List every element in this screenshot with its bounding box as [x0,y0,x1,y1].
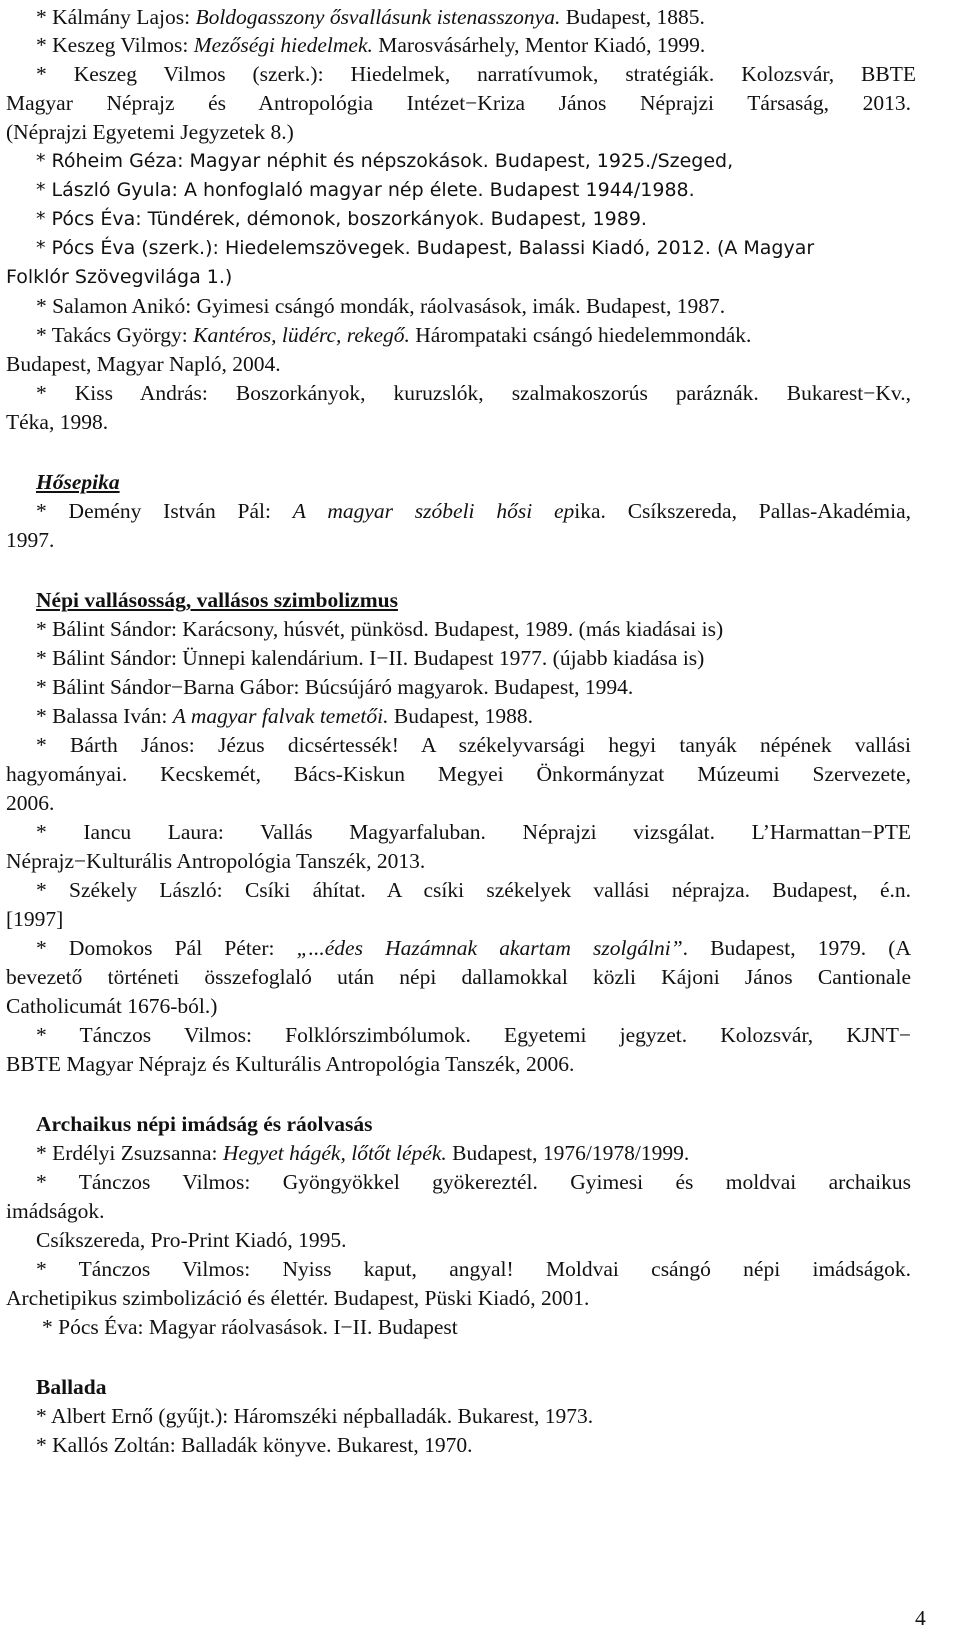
bibliography-line [6,1049,886,1079]
line-text: hagyományai. Kecskemét, Bács-Kiskun Megyei Önkormányzat Múzeumi Szervezete, [6,762,911,786]
bibliography-line [6,407,886,437]
line-text: * Bárth János: Jézus dicsértessék! A székelyvarsági hegyi tanyák népének vallási [36,733,911,757]
line-text: * Demény István Pál: [36,499,293,523]
bibliography-line [36,672,916,702]
bibliography-line [6,1283,886,1313]
bibliography-line [36,30,916,60]
line-text: Csíkszereda, Pro-Print Kiadó, 1995. [36,1228,347,1252]
line-text: Catholicumát 1676-ból.) [6,994,218,1018]
line-text: * Bálint Sándor−Barna Gábor: Búcsújáró magyarok. Budapest, 1994. [36,675,634,699]
line-text: Budapest, 1885. [560,5,705,29]
line-text: Néprajz−Kulturális Antropológia Tanszék, 2013. [6,849,426,873]
line-text: BBTE Magyar Néprajz és Kulturális Antropológia Tanszék, 2006. [6,1052,575,1076]
bibliography-line [42,1312,922,1342]
line-text: 1997. [6,528,55,552]
page-number: 4 [915,1606,926,1630]
line-text: * Pócs Éva (szerk.): Hiedelemszövegek. Budapest, Balassi Kiadó, 2012. (A Magyar [36,237,815,259]
line-text: Hárompataki csángó hiedelemmondák. [409,323,752,347]
section-heading-hosepika: Hősepika [36,470,120,494]
bibliography-line [36,1020,911,1050]
italic-title-text: A magyar falvak temetői. [172,704,389,728]
section-heading-archaikus: Archaikus népi imádság és ráolvasás [36,1112,373,1136]
line-text: ika. Csíkszereda, Pallas-Akadémia, [574,499,911,523]
bibliography-line [36,875,911,905]
line-text: * László Gyula: A honfoglaló magyar nép élete. Budapest 1944/1988. [36,179,695,201]
bibliography-line [36,378,911,408]
bibliography-line [36,701,916,731]
bibliography-line [36,204,916,234]
line-text: * Albert Ernő (gyűjt.): Háromszéki népballadák. Bukarest, 1973. [36,1404,594,1428]
line-text: * Kallós Zoltán: Balladák könyve. Bukarest, 1970. [36,1433,473,1457]
bibliography-line [36,1167,911,1197]
bibliography-line [36,1225,916,1255]
section-heading-ballada: Ballada [36,1375,107,1399]
line-text: * Róheim Géza: Magyar néphit és népszokások. Budapest, 1925./Szeged, [36,150,734,172]
line-text: Magyar Néprajz és Antropológia Intézet−Kriza János Néprajzi Társaság, 2013. [6,91,911,115]
bibliography-line [36,2,916,32]
italic-title-text: „...édes Hazámnak akartam szolgálni” [296,936,683,960]
bibliography-line [36,146,916,176]
line-text: Marosvásárhely, Mentor Kiadó, 1999. [372,33,706,57]
line-text: * Pócs Éva: Tündérek, démonok, boszorkányok. Budapest, 1989. [36,208,647,230]
line-text: . Budapest, 1979. (A [682,936,911,960]
line-text: * Tánczos Vilmos: Gyöngyökkel gyökereztél. Gyimesi és moldvai archaikus [36,1170,911,1194]
line-text: * Domokos Pál Péter: [36,936,297,960]
bibliography-line [36,175,916,205]
line-text: * Erdélyi Zsuzsanna: [36,1141,223,1165]
line-text: * Bálint Sándor: Ünnepi kalendárium. I−II. Budapest 1977. (újabb kiadása is) [36,646,705,670]
line-text: bevezető történeti összefoglaló után népi dallamokkal közli Kájoni János Cantionale [6,965,911,989]
line-text: imádságok. [6,1199,105,1223]
bibliography-line [6,904,886,934]
line-text: 2006. [6,791,55,815]
line-text: (Néprajzi Egyetemi Jegyzetek 8.) [6,120,294,144]
bibliography-line [36,1430,916,1460]
line-text: * Iancu Laura: Vallás Magyarfaluban. Néprajzi vizsgálat. L’Harmattan−PTE [36,820,911,844]
italic-title-text: Mezőségi hiedelmek. [193,33,373,57]
bibliography-line [36,496,911,526]
bibliography-line [6,117,886,147]
bibliography-line [36,730,911,760]
line-text: * Balassa Iván: [36,704,173,728]
bibliography-line [6,788,886,818]
line-text: * Keszeg Vilmos: [36,33,194,57]
line-text: Folklór Szövegvilága 1.) [6,266,233,288]
italic-title-text: Hegyet hágék, lőtőt lépék. [222,1141,447,1165]
bibliography-line [36,1401,916,1431]
bibliography-line [6,991,886,1021]
bibliography-line [6,525,886,555]
line-text: Budapest, 1976/1978/1999. [446,1141,690,1165]
line-text: Budapest, 1988. [388,704,534,728]
bibliography-line [6,759,911,789]
bibliography-line [36,59,916,89]
line-text: Archetipikus szimbolizáció és élettér. Budapest, Püski Kiadó, 2001. [6,1286,590,1310]
italic-title-text: A magyar szóbeli hősi ep [292,499,575,523]
bibliography-line [6,349,886,379]
bibliography-line [6,88,911,118]
bibliography-line [36,817,911,847]
line-text: * Pócs Éva: Magyar ráolvasások. I−II. Budapest [42,1315,458,1339]
bibliography-line [6,846,886,876]
line-text: * Kiss András: Boszorkányok, kuruzslók, szalmakoszorús paráznák. Bukarest−Kv., [36,381,911,405]
section-heading-vallasossag: Népi vallásosság, vallásos szimbolizmus [36,588,398,612]
line-text: * Székely László: Csíki áhítat. A csíki székelyek vallási néprajza. Budapest, é.n. [36,878,911,902]
line-text: [1997] [6,907,64,931]
line-text: * Salamon Anikó: Gyimesi csángó mondák, ráolvasások, imák. Budapest, 1987. [36,294,726,318]
bibliography-line [36,320,916,350]
italic-title-text: Kantéros, lüdérc, rekegő. [193,323,410,347]
bibliography-line [36,291,916,321]
bibliography-line [36,1138,916,1168]
line-text: * Tánczos Vilmos: Folklórszimbólumok. Egyetemi jegyzet. Kolozsvár, KJNT− [36,1023,911,1047]
bibliography-line [36,614,916,644]
line-text: * Kálmány Lajos: [36,5,196,29]
bibliography-line [6,262,886,292]
bibliography-line [6,962,911,992]
bibliography-line [36,233,916,263]
line-text: * Keszeg Vilmos (szerk.): Hiedelmek, narratívumok, stratégiák. Kolozsvár, BBTE [36,62,916,86]
line-text: * Bálint Sándor: Karácsony, húsvét, pünkösd. Budapest, 1989. (más kiadásai is) [36,617,724,641]
line-text: Budapest, Magyar Napló, 2004. [6,352,281,376]
bibliography-line [36,1254,911,1284]
bibliography-line [36,933,911,963]
italic-title-text: Boldogasszony ősvallásunk istenasszonya. [195,5,561,29]
bibliography-line [6,1196,886,1226]
bibliography-line [36,643,916,673]
line-text: * Takács György: [36,323,194,347]
line-text: Téka, 1998. [6,410,109,434]
line-text: * Tánczos Vilmos: Nyiss kaput, angyal! Moldvai csángó népi imádságok. [36,1257,911,1281]
